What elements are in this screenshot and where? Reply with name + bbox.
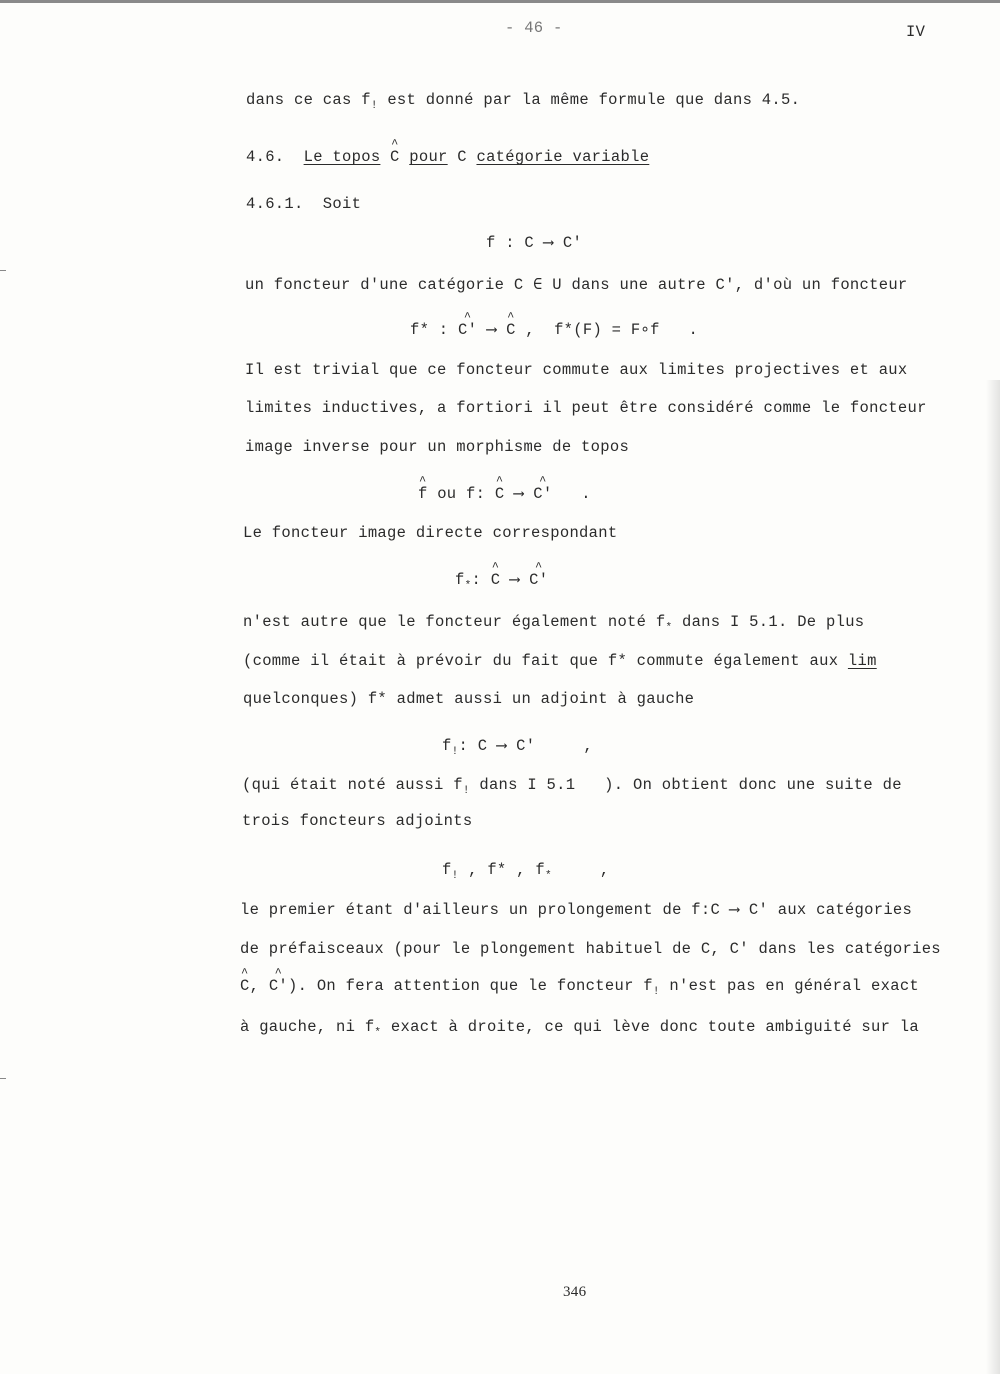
section-heading: 4.6. Le topos ^ C pour C catégorie variable (246, 147, 649, 167)
text-line: n'est autre que le foncteur également noté $f_*$ dans I 5.1. De plus (243, 613, 865, 634)
page-number: 346 (563, 1284, 587, 1300)
text-line: (qui était noté aussi $f_!$ dans I 5.1 ). On obtient donc une suite de (242, 776, 902, 797)
scan-mark (0, 270, 6, 271)
corner-marker: IV (906, 23, 926, 41)
text-line: trois foncteurs adjoints (242, 812, 473, 830)
text-line: quelconques) f* admet aussi un adjoint à gauche (243, 690, 695, 708)
text-line: ^ C, ^ C'). On fera attention que le foncteur $f_!$ n'est pas en général exact (240, 976, 919, 1002)
display-formula: f : C ⟶ C' (486, 234, 583, 252)
display-formula: $f_!$: C ⟶ C' , (442, 737, 593, 758)
text-line: à gauche, ni $f_*$ exact à droite, ce qui lève donc toute ambiguité sur la (240, 1018, 920, 1039)
text-line: Le foncteur image directe correspondant (243, 524, 618, 542)
text-line: Il est trivial que ce foncteur commute aux limites projectives et aux (245, 361, 908, 379)
text-line: de préfaisceaux (pour le plongement habituel de C, C' dans les catégories (240, 940, 941, 958)
display-formula: $f_*$: ^ C ⟶ ^ C' (455, 570, 548, 596)
page-top-edge (0, 0, 1000, 3)
top-page-number: - 46 - (505, 19, 563, 37)
display-formula: f* : ^ C' ⟶ ^ C , f*(F) = F∘f . (410, 320, 698, 340)
text-line: un foncteur d'une catégorie C ∈ U dans une autre C', d'où un foncteur (245, 276, 908, 294)
display-formula: $f_!$ , f* , $f_*$ , (442, 861, 610, 882)
scan-mark (0, 1078, 6, 1079)
text-line: image inverse pour un morphisme de topos (245, 438, 630, 456)
subsection-heading: 4.6.1. Soit (246, 195, 362, 213)
scan-edge-shadow (986, 380, 1000, 1374)
display-formula: ^ f ou f: ^ C ⟶ ^ C' . (418, 484, 591, 504)
text-line: le premier étant d'ailleurs un prolongement de f:C ⟶ C' aux catégories (240, 901, 913, 919)
text-line: dans ce cas $f_!$ est donné par la même formule que dans 4.5. (246, 91, 801, 112)
text-line: (comme il était à prévoir du fait que f* commute également aux lim (243, 652, 877, 670)
text-line: limites inductives, a fortiori il peut être considéré comme le foncteur (245, 399, 927, 417)
